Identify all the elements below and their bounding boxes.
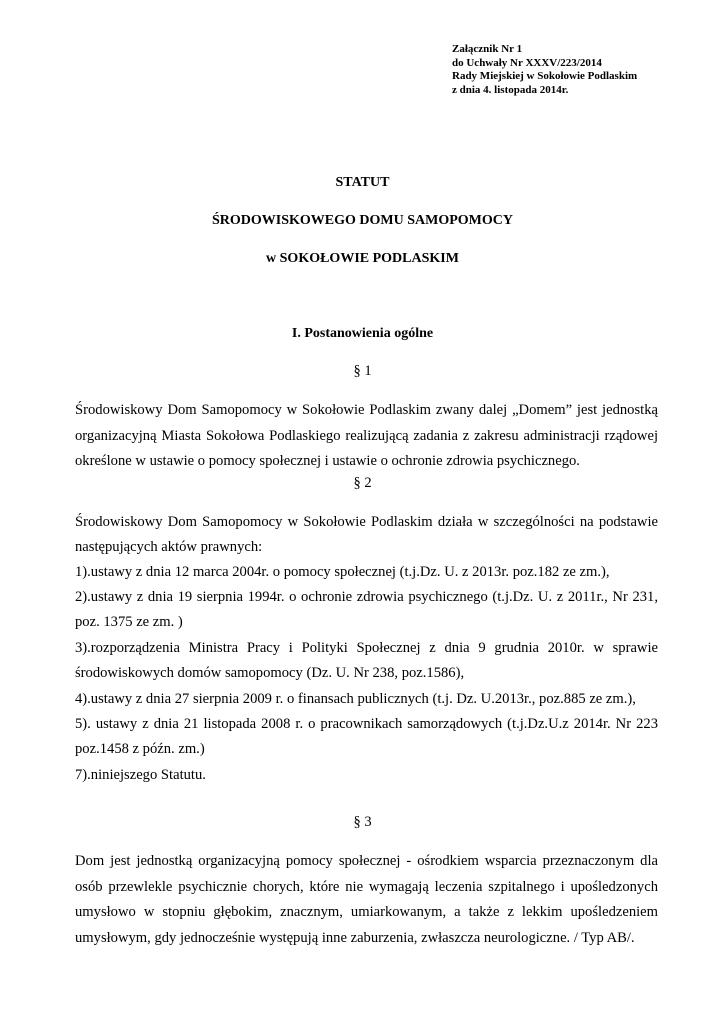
s1-line-1: Środowiskowy Dom Samopomocy w Sokołowie Podlaskim zwany dalej „Domem” jest jednostką [75, 402, 658, 418]
s2-line-2: następujących aktów prawnych: [75, 539, 263, 555]
document-title: STATUT [335, 175, 390, 190]
s3-line-4: umysłowym, gdy jednocześnie występują inne zaburzenia, zwłaszcza neurologiczne. / Typ AB/. [75, 930, 635, 946]
annex-header [452, 43, 637, 97]
s2-item-2b: poz. 1375 ze zm. ) [75, 614, 183, 630]
annex-line-2: do Uchwały Nr XXXV/223/2014 [452, 56, 602, 69]
document-subtitle-1: ŚRODOWISKOWEGO DOMU SAMOPOMOCY [211, 213, 513, 228]
document-subtitle-2: w SOKOŁOWIE PODLASKIM [266, 251, 459, 266]
section-mark-2: § 2 [353, 475, 372, 491]
chapter-heading: I. Postanowienia ogólne [291, 326, 434, 341]
s2-item-2a: 2).ustawy z dnia 19 sierpnia 1994r. o ochronie zdrowia psychicznego (t.j.Dz. U. z 2011r., Nr 231, [75, 589, 658, 605]
s1-line-2: organizacyjną Miasta Sokołowa Podlaskiego realizującą zadania z zakresu administracji rządowej [75, 428, 658, 444]
section-mark-3: § 3 [353, 814, 372, 830]
s3-line-2: osób przewlekle psychicznie chorych, które nie wymagają leczenia szpitalnego i upośledzonych [75, 879, 658, 895]
s1-line-3: określone w ustawie o pomocy społecznej i ustawie o ochronie zdrowia psychicznego. [75, 453, 580, 469]
s3-line-1: Dom jest jednostką organizacyjną pomocy społecznej - ośrodkiem wsparcia przeznaczonym dla [75, 853, 658, 869]
annex-line-4: z dnia 4. listopada 2014r. [452, 83, 569, 96]
annex-line-1: Załącznik Nr 1 [452, 43, 523, 55]
s2-item-4: 4).ustawy z dnia 27 sierpnia 2009 r. o finansach publicznych (t.j. Dz. U.2013r., poz.885 ze zm.), [75, 691, 636, 707]
annex-line-3: Rady Miejskiej w Sokołowie Podlaskim [452, 70, 638, 82]
s2-item-5b: poz.1458 z późn. zm.) [75, 741, 205, 757]
s3-line-3: umysłowo w stopniu głębokim, znacznym, umiarkowanym, a także z lekkim upośledzeniem [75, 904, 658, 920]
s2-item-1: 1).ustawy z dnia 12 marca 2004r. o pomocy społecznej (t.j.Dz. U. z 2013r. poz.182 ze zm.), [75, 564, 610, 580]
section-mark-1: § 1 [353, 363, 372, 379]
s2-line-1: Środowiskowy Dom Samopomocy w Sokołowie Podlaskim działa w szczególności na podstawie [75, 514, 658, 530]
s2-item-3a: 3).rozporządzenia Ministra Pracy i Polityki Społecznej z dnia 9 grudnia 2010r. w sprawie [75, 640, 658, 656]
s2-item-3b: środowiskowych domów samopomocy (Dz. U. Nr 238, poz.1586), [75, 665, 465, 681]
s2-item-7: 7).niniejszego Statutu. [75, 767, 206, 783]
s2-item-5a: 5). ustawy z dnia 21 listopada 2008 r. o pracownikach samorządowych (t.j.Dz.U.z 2014r. Nr 223 [75, 716, 658, 732]
